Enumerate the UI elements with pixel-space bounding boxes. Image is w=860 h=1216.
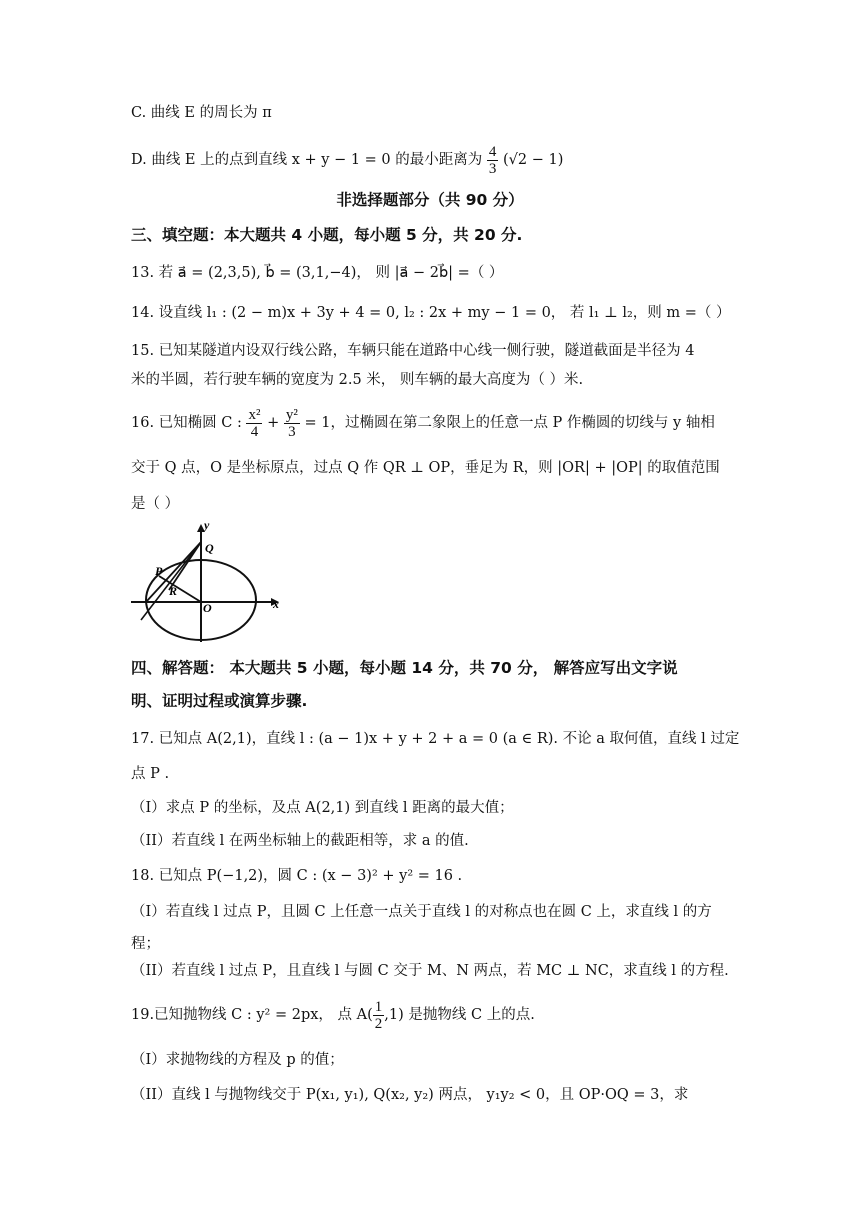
fraction: $\frac{4}{3}$ xyxy=(488,143,497,177)
question-15-line1: 15. 已知某隧道内设双行线公路，车辆只能在道路中心线一侧行驶，隧道截面是半径为 4 xyxy=(131,343,695,359)
question-19-part1: （I）求抛物线的方程及 p 的值； xyxy=(131,1052,344,1068)
question-17-part1: （I）求点 P 的坐标，及点 A(2,1) 到直线 l 距离的最大值； xyxy=(131,800,514,816)
label-y: y xyxy=(204,520,210,532)
label-p: P xyxy=(155,564,163,578)
question-18-part2: （II）若直线 l 过点 P，且直线 l 与圆 C 交于 M、N 两点，若 MC ⊥ NC，求直线 l 的方程. xyxy=(131,963,729,979)
fraction: $\frac{1}{2}$ xyxy=(374,998,383,1032)
question-19-part2: （II）直线 l 与抛物线交于 P(x₁, y₁), Q(x₂, y₂) 两点， y₁y₂ < 0，且 OP·OQ = 3，求 xyxy=(131,1087,689,1103)
extended-line xyxy=(141,542,201,620)
answer-header-line1: 四、解答题： 本大题共 5 小题，每小题 14 分，共 70 分， 解答应写出文字说 xyxy=(131,659,678,677)
question-16-line2: 交于 Q 点，O 是坐标原点，过点 Q 作 QR ⊥ OP，垂足为 R，则 |OR| + |OP| 的取值范围 xyxy=(131,460,720,476)
fraction: $\frac{\text{x²}}{4}$ xyxy=(248,406,261,440)
fill-blank-header: 三、填空题：本大题共 4 小题，每小题 5 分，共 20 分. xyxy=(131,226,523,244)
question-16-line1: 16. 已知椭圆 C : $\frac{\text{x²}}{4}$ + $\frac{\text{y²}}{3}$ = 1，过椭圆在第二象限上的任意一点 P 作椭圆的切线与 y 轴相 xyxy=(131,406,715,440)
answer-header-line2: 明、证明过程或演算步骤. xyxy=(131,692,308,710)
label-x: x xyxy=(273,597,279,611)
question-13: 13. 若 a⃗ = (2,3,5), b⃗ = (3,1,−4)， 则 |a⃗ − 2b⃗| =（ ） xyxy=(131,265,504,281)
question-18: 18. 已知点 P(−1,2)，圆 C : (x − 3)² + y² = 16 . xyxy=(131,868,463,884)
fraction: $\frac{\text{y²}}{3}$ xyxy=(285,406,298,440)
question-17-line2: 点 P . xyxy=(131,766,170,782)
label-r: R xyxy=(169,584,178,598)
label-q: Q xyxy=(205,541,214,555)
option-d: D. 曲线 E 上的点到直线 x + y − 1 = 0 的最小距离为 $\frac{4}{3}$ (√2 − 1) xyxy=(131,143,564,177)
label-o: O xyxy=(203,601,212,615)
question-18-part1-line1: （I）若直线 l 过点 P，且圆 C 上任意一点关于直线 l 的对称点也在圆 C 上，求直线 l 的方 xyxy=(131,904,712,920)
question-16-line3: 是（ ） xyxy=(131,496,180,512)
option-c: C. 曲线 E 的周长为 π xyxy=(131,105,272,121)
section-title: 非选择题部分（共 90 分） xyxy=(336,191,524,209)
question-17-line1: 17. 已知点 A(2,1)，直线 l : (a − 1)x + y + 2 + a = 0 (a ∈ R). 不论 a 取何值，直线 l 过定 xyxy=(131,731,740,747)
question-18-part1-line2: 程； xyxy=(131,936,160,952)
ellipse-diagram xyxy=(131,520,281,645)
question-14: 14. 设直线 l₁ : (2 − m)x + 3y + 4 = 0, l₂ : 2x + my − 1 = 0， 若 l₁ ⊥ l₂，则 m =（ ） xyxy=(131,305,731,321)
question-19: 19.已知抛物线 C : y² = 2px， 点 A( $\frac{1}{2}$ ,1) 是抛物线 C 上的点. xyxy=(131,998,535,1032)
question-15-line2: 米的半圆，若行驶车辆的宽度为 2.5 米， 则车辆的最大高度为（ ）米. xyxy=(131,372,584,388)
question-17-part2: （II）若直线 l 在两坐标轴上的截距相等，求 a 的值. xyxy=(131,833,469,849)
